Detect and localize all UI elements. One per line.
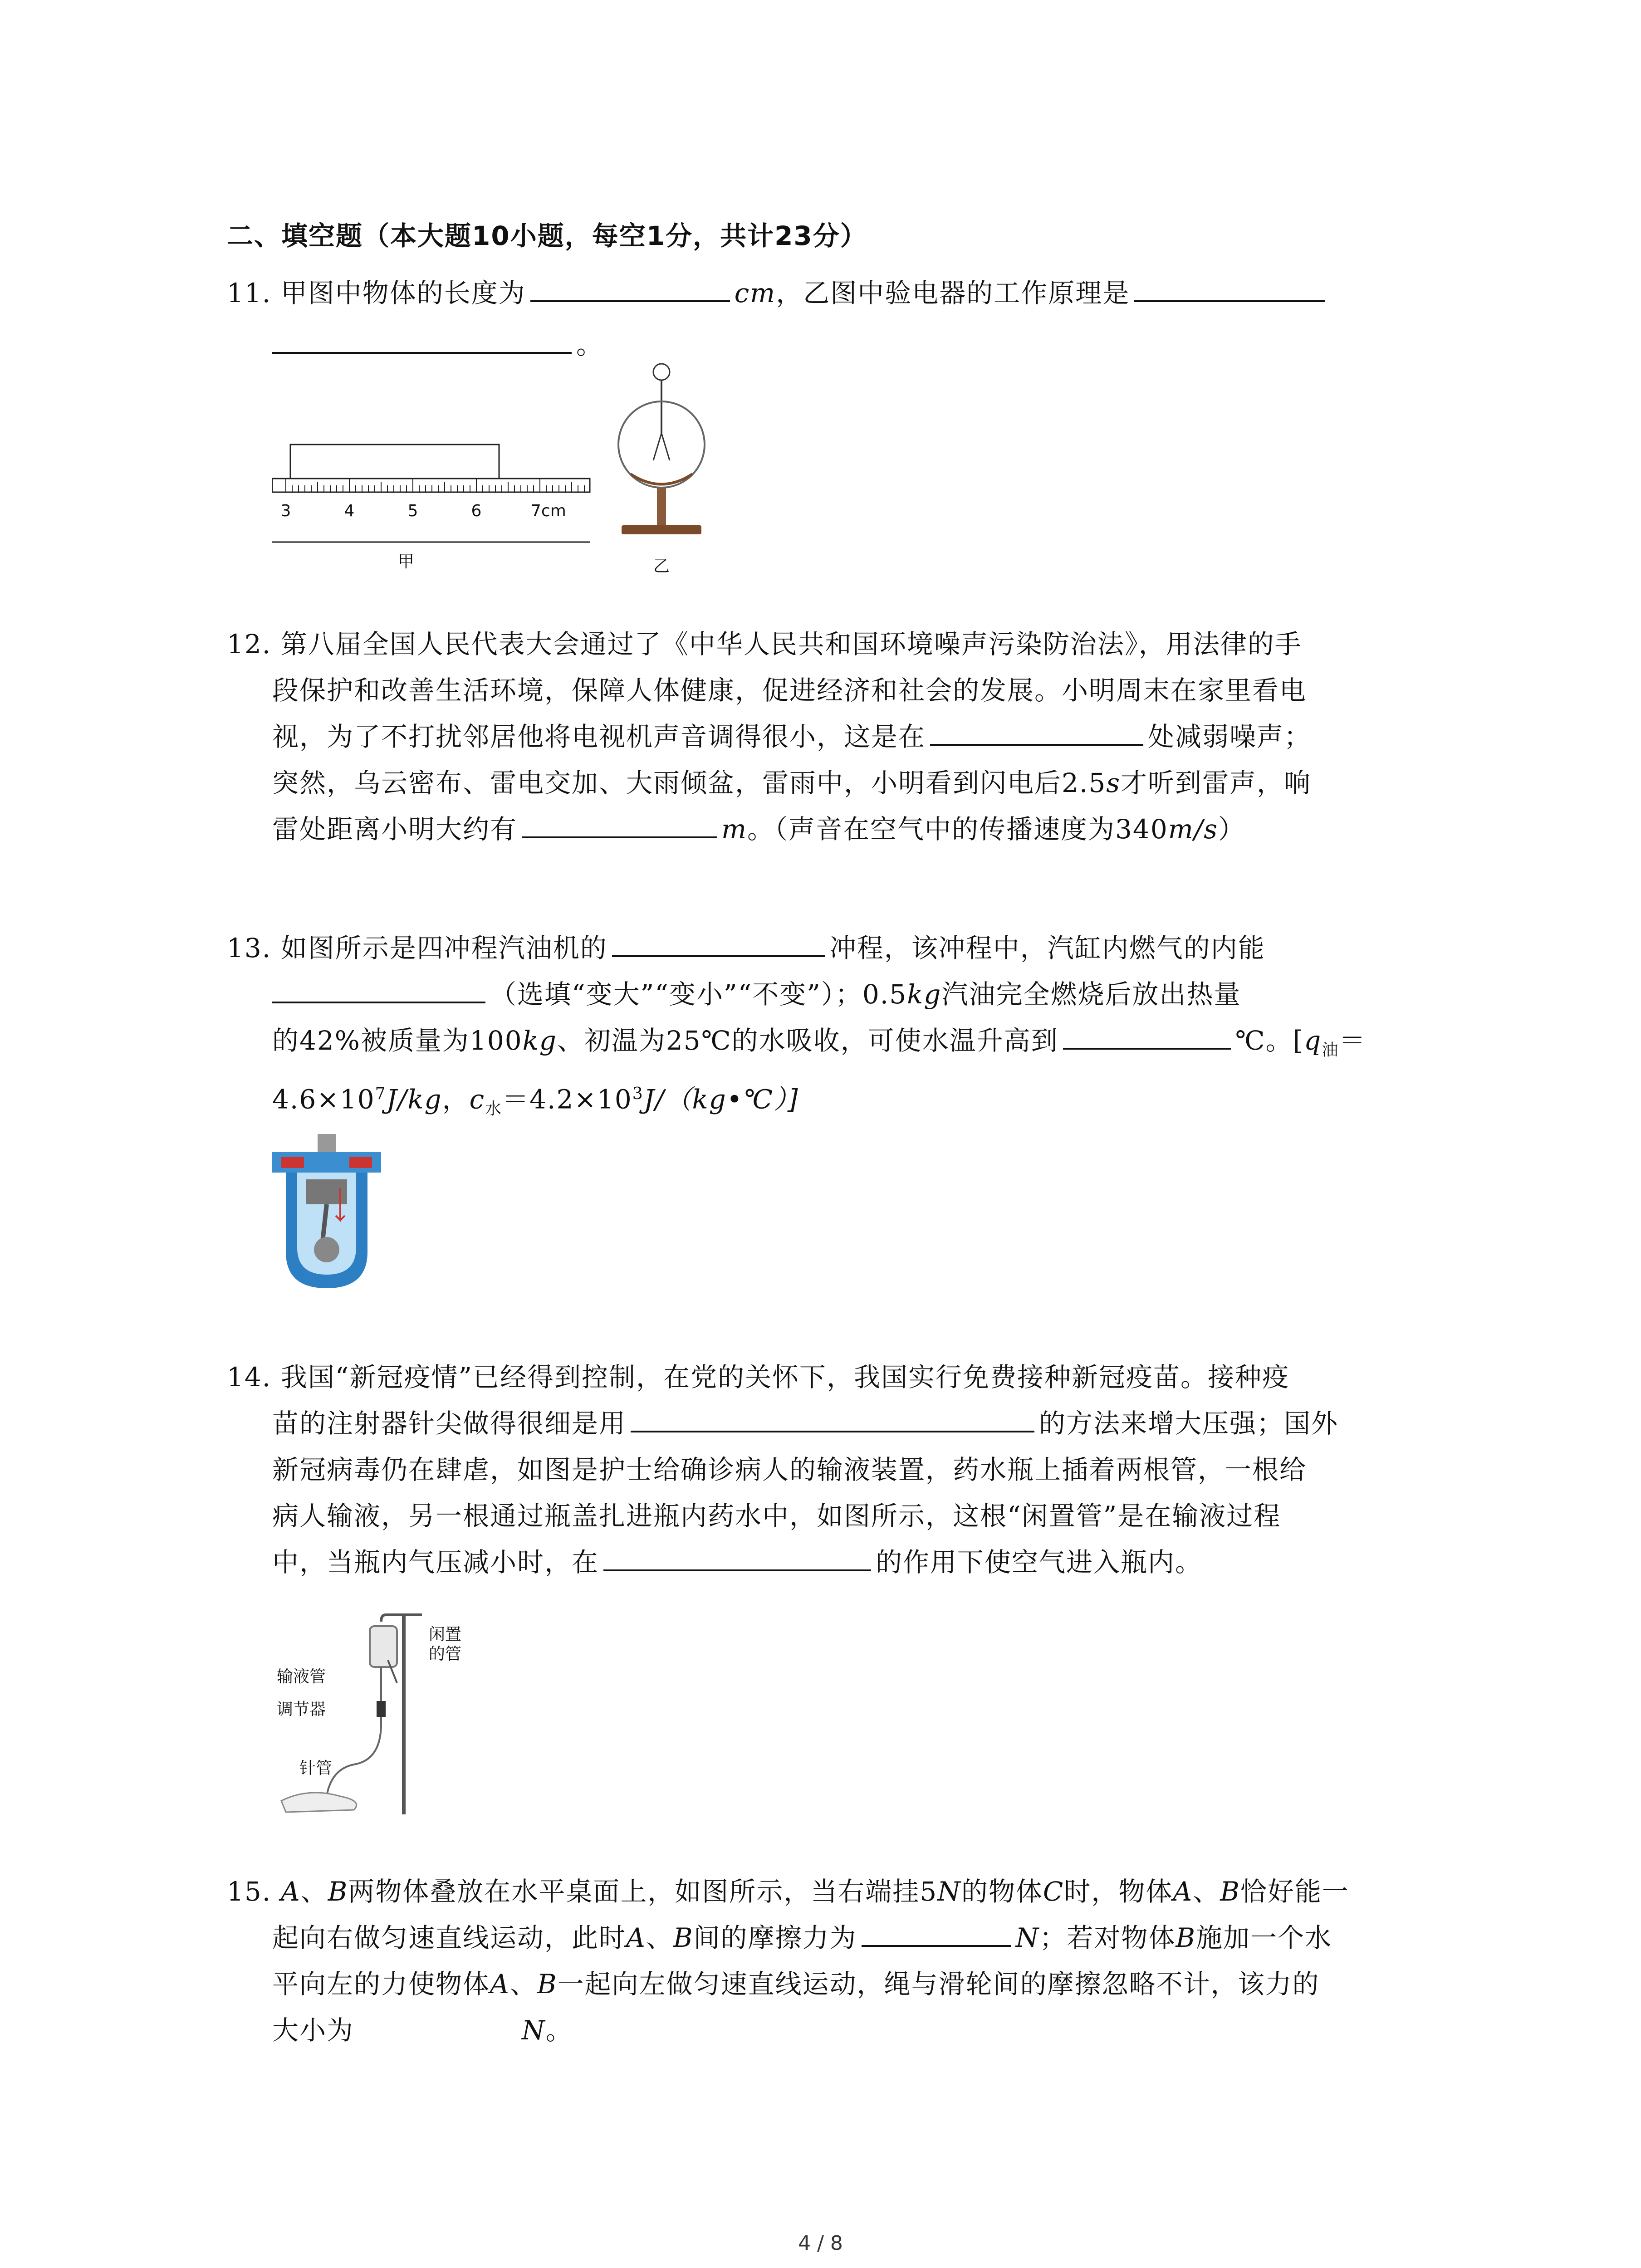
spark-plug xyxy=(318,1134,336,1152)
q13-unit-jkg: J/kg xyxy=(386,1084,442,1115)
q15-var: B xyxy=(537,1969,558,1999)
q15-var: C xyxy=(1043,1876,1064,1907)
ruler-body xyxy=(272,479,590,492)
electroscope-stand-base xyxy=(622,525,701,534)
q13-exp1: 7 xyxy=(375,1085,387,1103)
q15-text: 大小为 xyxy=(272,2015,354,2046)
intake-valve xyxy=(281,1157,304,1168)
q14-line4: 病人输液，另一根通过瓶盖扎进瓶内药水中，如图所示，这根“闲置管”是在输液过程 xyxy=(272,1501,1281,1531)
q12-text3a: 视，为了不打扰邻居他将电视机声音调得很小，这是在 xyxy=(272,721,926,752)
q15-unit: N xyxy=(522,2015,546,2046)
q14-blank2[interactable] xyxy=(603,1544,871,1571)
q15-number: 15. xyxy=(227,1876,272,1907)
q15-var: B xyxy=(1176,1922,1196,1953)
q15-line2 xyxy=(272,1920,1332,1956)
q13-exp2: 3 xyxy=(632,1085,644,1103)
q13-text4a: 4.6×10 xyxy=(272,1084,375,1115)
section-title: 二、填空题（本大题10小题，每空1分，共计23分） xyxy=(227,220,867,251)
q14-line3: 新冠病毒仍在肆虐，如图是护士给确诊病人的输液装置，药水瓶上插着两根管，一根给 xyxy=(272,1454,1307,1485)
q11-unit: cm xyxy=(734,278,776,308)
page-number: 4 / 8 xyxy=(798,2232,843,2255)
idle-tube-label-1: 闲置 xyxy=(429,1625,462,1644)
q11-end: 。 xyxy=(576,329,604,360)
q13-symbol-q: q xyxy=(1304,1025,1322,1056)
q13-line3 xyxy=(272,1022,1366,1069)
q11-blank2a[interactable] xyxy=(1134,275,1325,302)
q12-text3b: 处减弱噪声； xyxy=(1148,721,1312,752)
q13-text3c: ℃。[ xyxy=(1235,1025,1304,1056)
crankshaft xyxy=(314,1237,339,1262)
q15-text: 、 xyxy=(509,1969,537,1999)
q12-text4b: 才听到雷声，响 xyxy=(1121,767,1312,798)
q12-text5c: ） xyxy=(1218,814,1246,845)
q13-text4b: ， xyxy=(442,1084,470,1115)
q15-text: 恰好能一 xyxy=(1240,1876,1349,1907)
q14-text2b: 的方法来增大压强；国外 xyxy=(1039,1408,1339,1439)
q12-line3 xyxy=(272,719,1311,755)
measured-object xyxy=(290,445,499,479)
q15-text: 。 xyxy=(545,2015,573,2046)
q13-line1 xyxy=(227,930,1265,966)
iv-hook xyxy=(381,1615,422,1622)
q13-blank2[interactable] xyxy=(272,976,485,1003)
tube-label: 输液管 xyxy=(277,1667,326,1686)
patient-hand xyxy=(281,1793,357,1812)
q15-text: 两物体叠放在水平桌面上，如图所示，当右端挂5 xyxy=(348,1876,938,1907)
q12-text5a: 雷处距离小明大约有 xyxy=(272,814,518,845)
q13-line4 xyxy=(272,1076,798,1127)
q15-unit: N xyxy=(937,1876,961,1907)
electroscope-leaf-right xyxy=(661,433,670,460)
q15-var: B xyxy=(1220,1876,1240,1907)
q15-var: A xyxy=(280,1876,301,1907)
q13-unit-kg2: kg xyxy=(522,1025,557,1056)
q15-text: 、 xyxy=(300,1876,328,1907)
iv-drip-figure xyxy=(272,1606,526,1819)
q14-line5 xyxy=(272,1544,1202,1580)
q13-number: 13. xyxy=(227,933,272,963)
q15-text: 施加一个水 xyxy=(1195,1922,1332,1953)
q13-line2 xyxy=(272,976,1241,1012)
q13-blank1[interactable] xyxy=(612,930,825,957)
exhaust-valve xyxy=(349,1157,372,1168)
q14-text1: 我国“新冠疫情”已经得到控制，在党的关怀下，我国实行免费接种新冠疫苗。接种疫 xyxy=(280,1362,1289,1393)
q11-number: 11. xyxy=(227,278,272,308)
q15-text: 起向右做匀速直线运动，此时 xyxy=(272,1922,627,1953)
medicine-bottle xyxy=(370,1626,397,1667)
q13-text3b: 、初温为25℃的水吸收，可使水温升高到 xyxy=(557,1025,1058,1056)
fig-label-yi: 乙 xyxy=(653,557,670,576)
q15-line3 xyxy=(272,1966,1320,2002)
q12-blank2[interactable] xyxy=(522,811,717,838)
q15-text: 时，物体 xyxy=(1064,1876,1173,1907)
ruler-tick-label: 4 xyxy=(344,502,355,520)
q14-text5a: 中，当瓶内气压减小时，在 xyxy=(272,1547,599,1578)
q15-text: 平向左的力使物体 xyxy=(272,1969,490,1999)
electroscope-leaf-left xyxy=(653,433,661,460)
q12-line5 xyxy=(272,811,1245,847)
idle-tube-label-2: 的管 xyxy=(429,1645,462,1663)
q13-symbol-c: c xyxy=(469,1084,485,1115)
q15-text: 的物体 xyxy=(961,1876,1043,1907)
q12-text4a: 突然，乌云密布、雷电交加、大雨倾盆，雷雨中，小明看到闪电后2.5 xyxy=(272,767,1107,798)
ruler-tick-label: 6 xyxy=(471,502,482,520)
q14-number: 14. xyxy=(227,1362,272,1393)
q13-text2b: 汽油完全燃烧后放出热量 xyxy=(941,979,1241,1010)
q15-line1 xyxy=(227,1873,1349,1910)
ruler-tick-label: 3 xyxy=(280,502,291,520)
q13-text1a: 如图所示是四冲程汽油机的 xyxy=(280,933,607,963)
q13-text1b: 冲程，该冲程中，汽缸内燃气的内能 xyxy=(829,933,1265,963)
q13-text4d: ＝4.2×10 xyxy=(502,1084,632,1115)
q13-text2a: （选填“变大”“变小”“不变”）；0.5 xyxy=(490,979,907,1010)
q11-text2: ，乙图中验电器的工作原理是 xyxy=(776,278,1130,308)
q13-text3a: 的42%被质量为100 xyxy=(272,1025,523,1056)
q15-blank1[interactable] xyxy=(862,1920,1011,1947)
q13-unit-kg: kg xyxy=(907,979,942,1010)
q13-text3d: ＝ xyxy=(1339,1025,1367,1056)
engine-figure xyxy=(272,1134,381,1293)
needle-label: 针管 xyxy=(299,1759,333,1778)
ruler-ticks xyxy=(286,479,584,492)
q11-line2 xyxy=(272,327,603,363)
q13-blank3[interactable] xyxy=(1063,1022,1231,1050)
q12-text5b: 。（声音在空气中的传播速度为340 xyxy=(747,814,1168,845)
regulator xyxy=(377,1701,386,1717)
q15-var: B xyxy=(673,1922,694,1953)
q13-sub-water: 水 xyxy=(485,1099,503,1118)
q15-var: A xyxy=(490,1969,510,1999)
q15-text: 、 xyxy=(1193,1876,1220,1907)
q12-line1 xyxy=(227,626,1302,662)
q14-blank1[interactable] xyxy=(631,1405,1034,1432)
regulator-label: 调节器 xyxy=(277,1700,326,1719)
q15-text: ；若对物体 xyxy=(1039,1922,1176,1953)
q12-blank1[interactable] xyxy=(930,719,1143,746)
infusion-tube xyxy=(327,1667,381,1796)
q12-line4 xyxy=(272,765,1311,801)
electroscope-stand-post xyxy=(657,488,666,526)
electroscope-figure xyxy=(608,354,717,581)
q12-text1: 第八届全国人民代表大会通过了《中华人民共和国环境噪声污染防治法》，用法律的手 xyxy=(280,629,1302,660)
ruler-figure xyxy=(272,435,599,581)
q12-unit-s: s xyxy=(1106,767,1121,798)
q15-text: 、 xyxy=(646,1922,673,1953)
q15-var: B xyxy=(328,1876,348,1907)
q11-blank2b[interactable] xyxy=(272,327,572,354)
q14-line2 xyxy=(272,1405,1338,1442)
q13-unit-specific-heat: J/（kg•℃）] xyxy=(643,1084,799,1115)
q15-text: 一起向左做匀速直线运动，绳与滑轮间的摩擦忽略不计，该力的 xyxy=(557,1969,1320,1999)
ruler-tick-label: 7cm xyxy=(531,502,566,520)
q11-line1 xyxy=(227,275,1329,311)
q11-text1: 甲图中物体的长度为 xyxy=(280,278,526,308)
ruler-tick-label: 5 xyxy=(407,502,418,520)
q12-line2: 段保护和改善生活环境，保障人体健康，促进经济和社会的发展。小明周末在家里看电 xyxy=(272,675,1307,706)
q11-blank1[interactable] xyxy=(530,275,730,302)
q12-number: 12. xyxy=(227,629,272,660)
q15-unit: N xyxy=(1015,1922,1040,1953)
electroscope-ball xyxy=(653,364,670,380)
q12-unit-ms: m/s xyxy=(1168,814,1219,845)
fig-label-jia: 甲 xyxy=(397,552,415,571)
q13-sub-oil: 油 xyxy=(1322,1041,1339,1060)
q15-line4 xyxy=(272,2012,573,2048)
q12-unit-m: m xyxy=(721,814,748,845)
q15-text: 间的摩擦力为 xyxy=(693,1922,857,1953)
q15-var: A xyxy=(626,1922,646,1953)
q14-text5b: 的作用下使空气进入瓶内。 xyxy=(876,1547,1203,1578)
q15-var: A xyxy=(1173,1876,1193,1907)
q14-text2a: 苗的注射器针尖做得很细是用 xyxy=(272,1408,627,1439)
q14-line1 xyxy=(227,1359,1289,1395)
